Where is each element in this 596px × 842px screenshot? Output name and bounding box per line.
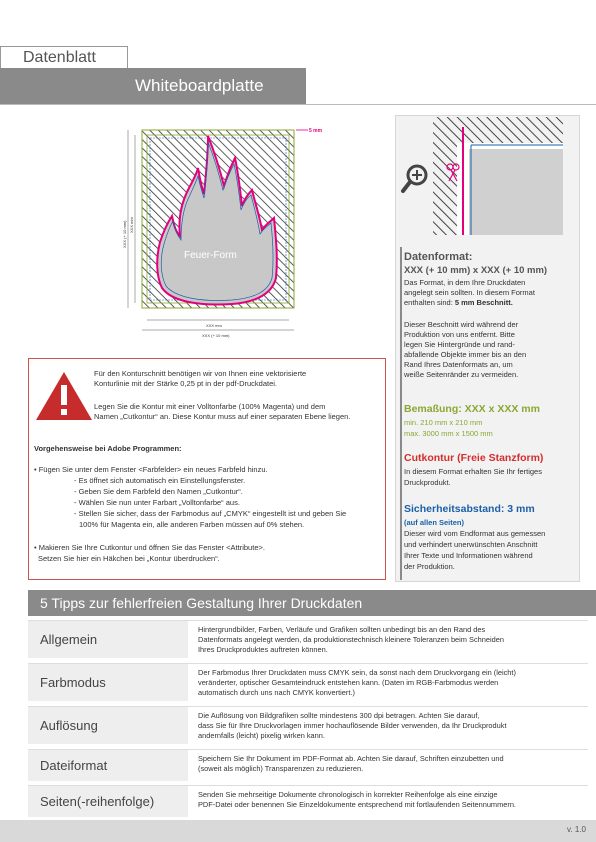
procedure-step-6: 100% für Magenta ein, alle anderen Farben müssen auf 0% stehen. xyxy=(79,520,305,529)
format-desc-1: Das Format, in dem Ihre Druckdaten xyxy=(404,278,526,287)
tip-row xyxy=(28,706,588,744)
warning-text-1b: Konturlinie mit der Stärke 0,25 pt in der pdf-Druckdatei. xyxy=(94,379,278,388)
tips-heading: 5 Tipps zur fehlerfreien Gestaltung Ihrer Druckdaten xyxy=(40,595,363,611)
tip-line: automatisch durch uns nach CMYK konvertiert.) xyxy=(198,688,355,697)
format-desc-3-bold: 5 mm Beschnitt. xyxy=(454,298,513,307)
tip-line: veränderter, optischer Gesamteindruck entstehen kann. (Daten im RGB-Farbmodus werden xyxy=(198,678,499,687)
tip-label: Farbmodus xyxy=(28,664,188,701)
tip-line: Die Auflösung von Bildgrafiken sollte mindestens 300 dpi betragen. Achten Sie darauf, xyxy=(198,711,480,720)
cut-heading: Cutkontur (Freie Stanzform) xyxy=(404,452,544,464)
safety-heading: Sicherheitsabstand: 3 mm xyxy=(404,503,535,515)
footer-bar xyxy=(0,820,596,842)
bleed-text-1: Dieser Beschnitt wird während der xyxy=(404,320,519,329)
bleed-text-6: weiße Seitenränder zu vermeiden. xyxy=(404,370,519,379)
tip-row xyxy=(28,620,588,658)
cut-text-1: In diesem Format erhalten Sie Ihr fertiges xyxy=(404,467,542,476)
procedure-step-8: Setzen Sie hier ein Häkchen bei „Kontur überdrucken“. xyxy=(38,554,220,563)
width-inner-label: XXX mm xyxy=(206,323,222,328)
tip-label: Allgemein xyxy=(28,621,188,658)
safety-text-3: Ihrer Texte und Informationen während xyxy=(404,551,533,560)
tip-label: Dateiformat xyxy=(28,750,188,781)
format-desc-2: angelegt sein sollten. In diesem Format xyxy=(404,288,535,297)
warning-text-2a: Legen Sie die Kontur mit einer Volltonfarbe (100% Magenta) und dem xyxy=(94,402,326,411)
tip-text xyxy=(198,668,588,698)
bleed-text-5: Rand Ihres Datenformats an, um xyxy=(404,360,513,369)
safety-text-4: der Produktion. xyxy=(404,562,455,571)
width-outer-label: XXX (+ 10 mm) xyxy=(202,333,230,338)
procedure-step-1: • Fügen Sie unter dem Fenster <Farbfelder> ein neues Farbfeld hinzu. xyxy=(34,465,268,474)
title-bar xyxy=(0,68,306,104)
format-heading: Datenformat: xyxy=(404,251,473,263)
tip-label: Seiten(-reihenfolge) xyxy=(28,786,188,817)
tip-line: andernfalls (leicht) pixelig wirken kann. xyxy=(198,731,325,740)
height-inner-label: XXX mm xyxy=(129,217,134,233)
tip-line: Speichern Sie Ihr Dokument im PDF-Format ab. Achten Sie darauf, Schriften einzubetten und xyxy=(198,754,504,763)
height-outer-label: XXX (+ 10 mm) xyxy=(122,220,127,248)
dimension-max: max. 3000 mm x 1500 mm xyxy=(404,429,493,438)
version-label: v. 1.0 xyxy=(567,825,586,834)
tip-line: Senden Sie mehrseitige Dokumente chronologisch in korrekter Reihenfolge als eine einzige xyxy=(198,790,498,799)
safety-text-1: Dieser wird vom Endformat aus gemessen xyxy=(404,529,546,538)
safety-text-2: und verhindert unerwünschten Anschnitt xyxy=(404,540,538,549)
zoom-detail xyxy=(395,115,580,245)
tip-text xyxy=(198,711,588,741)
margin-label: 5 mm xyxy=(309,128,323,134)
zoom-icon xyxy=(403,166,426,191)
format-desc-3 xyxy=(404,298,513,308)
procedure-step-3: - Geben Sie dem Farbfeld den Namen „Cutkontur“. xyxy=(74,487,243,496)
procedure-step-5: - Stellen Sie sicher, dass der Farbmodus auf „CMYK“ eingestellt ist und geben Sie xyxy=(74,509,347,518)
warning-icon xyxy=(34,370,94,422)
tip-line: Hintergrundbilder, Farben, Verläufe und Grafiken sollten unbedingt bis an den Rand des xyxy=(198,625,486,634)
panel-accent-bar xyxy=(400,247,402,580)
tip-text xyxy=(198,625,588,655)
tip-line: Datenformats angelegt werden, da produktionstechnisch kleinere Toleranzen beim Schneiden xyxy=(198,635,504,644)
warning-text-1a: Für den Konturschnitt benötigen wir von Ihnen eine vektorisierte xyxy=(94,369,307,378)
datenblatt-tab xyxy=(0,46,128,68)
dimension-heading: Bemaßung: XXX x XXX mm xyxy=(404,403,540,415)
tip-label: Auflösung xyxy=(28,707,188,744)
tab-label: Datenblatt xyxy=(23,49,96,66)
procedure-heading: Vorgehensweise bei Adobe Programmen: xyxy=(34,444,182,453)
tip-text xyxy=(198,790,588,810)
tip-row xyxy=(28,785,588,817)
shape-label: Feuer-Form xyxy=(184,250,237,261)
dimension-min: min. 210 mm x 210 mm xyxy=(404,418,483,427)
page-title: Whiteboardplatte xyxy=(135,76,264,95)
procedure-step-7: • Makieren Sie Ihre Cutkontur und öffnen Sie das Fenster <Attribute>. xyxy=(34,543,265,552)
tips-bar xyxy=(28,590,596,616)
procedure-step-2: - Es öffnet sich automatisch ein Einstellungsfenster. xyxy=(74,476,246,485)
title-divider xyxy=(0,104,596,105)
tip-text xyxy=(198,754,588,774)
safety-subheading: (auf allen Seiten) xyxy=(404,518,465,527)
tip-line: dass Sie für Ihre Druckvorlagen immer hochauflösende Bilder verwenden, da Ihr Druckprodukt xyxy=(198,721,507,730)
detail-content xyxy=(469,149,563,235)
warning-text-2b: Namen „Cutkontur“ an. Diese Kontur muss auf einer separaten Ebene liegen. xyxy=(94,412,351,421)
format-size: XXX (+ 10 mm) x XXX (+ 10 mm) xyxy=(404,265,548,276)
cut-text-2: Druckprodukt. xyxy=(404,478,451,487)
tip-row xyxy=(28,663,588,701)
bleed-text-4: abfallende Objekte immer bis an den xyxy=(404,350,527,359)
tip-line: (soweit als möglich) Transparenzen zu reduzieren. xyxy=(198,764,364,773)
bleed-text-2: Produktion von uns entfernt. Bitte xyxy=(404,330,515,339)
tip-line: PDF-Datei oder benennen Sie Einzeldokumente entsprechend mit fortlaufenden Seitennummern. xyxy=(198,800,516,809)
tip-line: Der Farbmodus Ihrer Druckdaten muss CMYK sein, da sonst nach dem Druckvorgang ein (leicht) xyxy=(198,668,516,677)
tip-line: Ihres Druckproduktes auftreten können. xyxy=(198,645,328,654)
format-diagram xyxy=(120,118,330,340)
tip-row xyxy=(28,749,588,781)
bleed-text-3: legen Sie Hintergründe und rand- xyxy=(404,340,515,349)
procedure-step-4: - Wählen Sie nun unter Farbart „Volltonfarbe“ aus. xyxy=(74,498,240,507)
format-desc-3-pre: enthalten sind: xyxy=(404,298,455,307)
